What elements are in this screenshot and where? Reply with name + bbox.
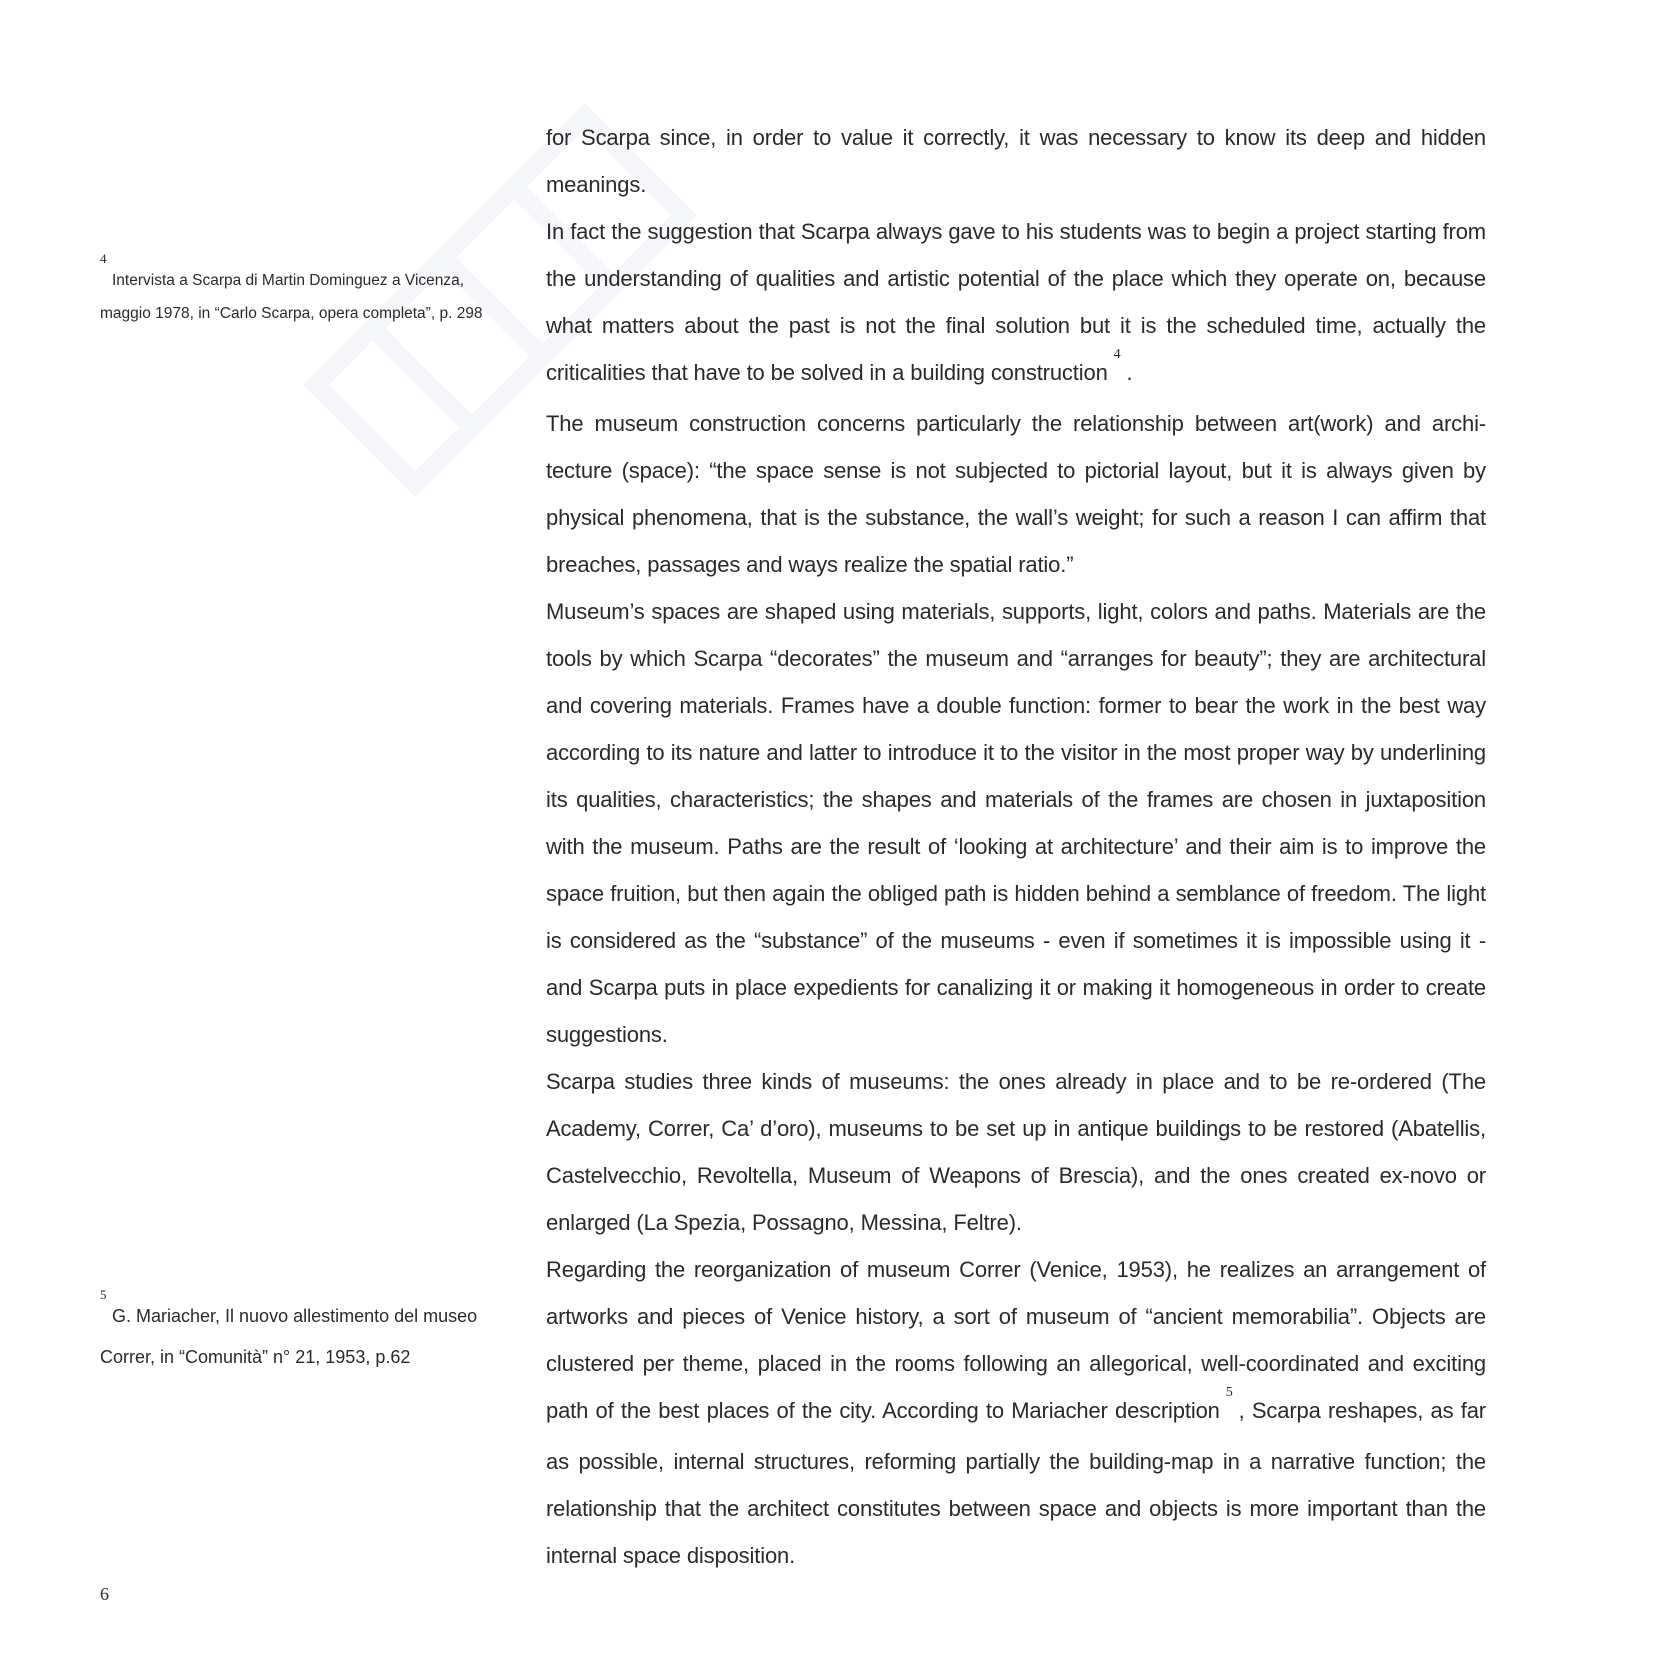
paragraph-text: In fact the suggestion that Scarpa always gave to his students was to begin a project starting from the understanding of qualities and artistic potential of the place which they operate on, because what matters about the past is not the final solution but it is the scheduled time, actually the criticalities that have to be solved in a building construction <box>546 219 1486 385</box>
body-paragraph <box>546 208 1486 400</box>
body-text-column <box>546 114 1486 1579</box>
body-paragraph <box>546 1246 1486 1579</box>
body-paragraph: for Scarpa since, in order to value it correctly, it was necessary to know its deep and hidden meanings. <box>546 125 1486 197</box>
paragraph-text: , Scarpa reshapes, as far as possible, internal structures, reforming partially the building-map in a narrative function; the relationship that the architect constitutes between space and objects is more important than the internal space disposition. <box>546 1398 1486 1568</box>
footnote-text-line: G. Mariacher, Il nuovo allestimento del museo <box>112 1306 478 1326</box>
footnote-4 <box>100 251 520 330</box>
body-paragraph: Museum’s spaces are shaped using materials, supports, light, colors and paths. Materials are the tools by which Scarpa “decorates” the museum and “arranges for beauty”; they are architectural and covering materials. Frames have a double function: former to bear the work in the best way according to its nature and latter to introduce it to the visitor in the most proper way by underlining its qualities, characteristics; the shapes and materials of the frames are chosen in juxtaposition with the museum. Paths are the result of ‘looking at architecture’ and their aim is to improve the space fruition, but then again the obliged path is hidden behind a semblance of freedom. The light is considered as the “substance” of the museums - even if sometimes it is impossible using it - and Scarpa puts in place expedients for canalizing it or making it homogeneous in order to create suggestions. <box>546 599 1486 1047</box>
paragraph-text: Regarding the reorganization of museum Correr (Venice, 1953), he realizes an arrangement of artworks and pieces of Venice history, a sort of museum of “ancient memorabilia”. Objects are clustered per theme, placed in the rooms following an allegorical, well-coordinated and exciting path of the best places of the city. According to Mariacher description <box>546 1257 1486 1423</box>
footnote-reference-5[interactable]: 5 <box>1225 1385 1233 1400</box>
footnote-5 <box>100 1287 520 1378</box>
footnote-text-line: Intervista a Scarpa di Martin Dominguez a Vicenza, <box>112 272 465 289</box>
body-paragraph: Scarpa studies three kinds of museums: the ones already in place and to be re-ordered (The Academy, Correr, Ca’ d’oro), museums to be set up in antique buildings to be restored (Abatellis, Castelvecchio, Revoltella, Museum of Weapons of Brescia), and the ones created ex-novo or enlarged (La Spezia, Possagno, Messina, Feltre). <box>546 1069 1486 1235</box>
page-number: 6 <box>100 1584 109 1604</box>
footnote-text-line: maggio 1978, in “Carlo Scarpa, opera completa”, p. 298 <box>100 305 483 322</box>
footnote-number: 4 <box>100 251 107 266</box>
footnote-reference-4[interactable]: 4 <box>1113 347 1121 362</box>
paragraph-text: . <box>1126 360 1133 385</box>
footnote-text-line: Correr, in “Comunità” n° 21, 1953, p.62 <box>100 1347 411 1367</box>
footnote-number: 5 <box>100 1287 107 1302</box>
body-paragraph: The museum construction concerns particularly the relationship between art(work) and archi-tecture (space): “the space sense is not subjected to pictorial layout, but it is always given by physical phenomena, that is the substance, the wall’s weight; for such a reason I can affirm that breaches, passages and ways realize the spatial ratio.” <box>546 411 1486 577</box>
